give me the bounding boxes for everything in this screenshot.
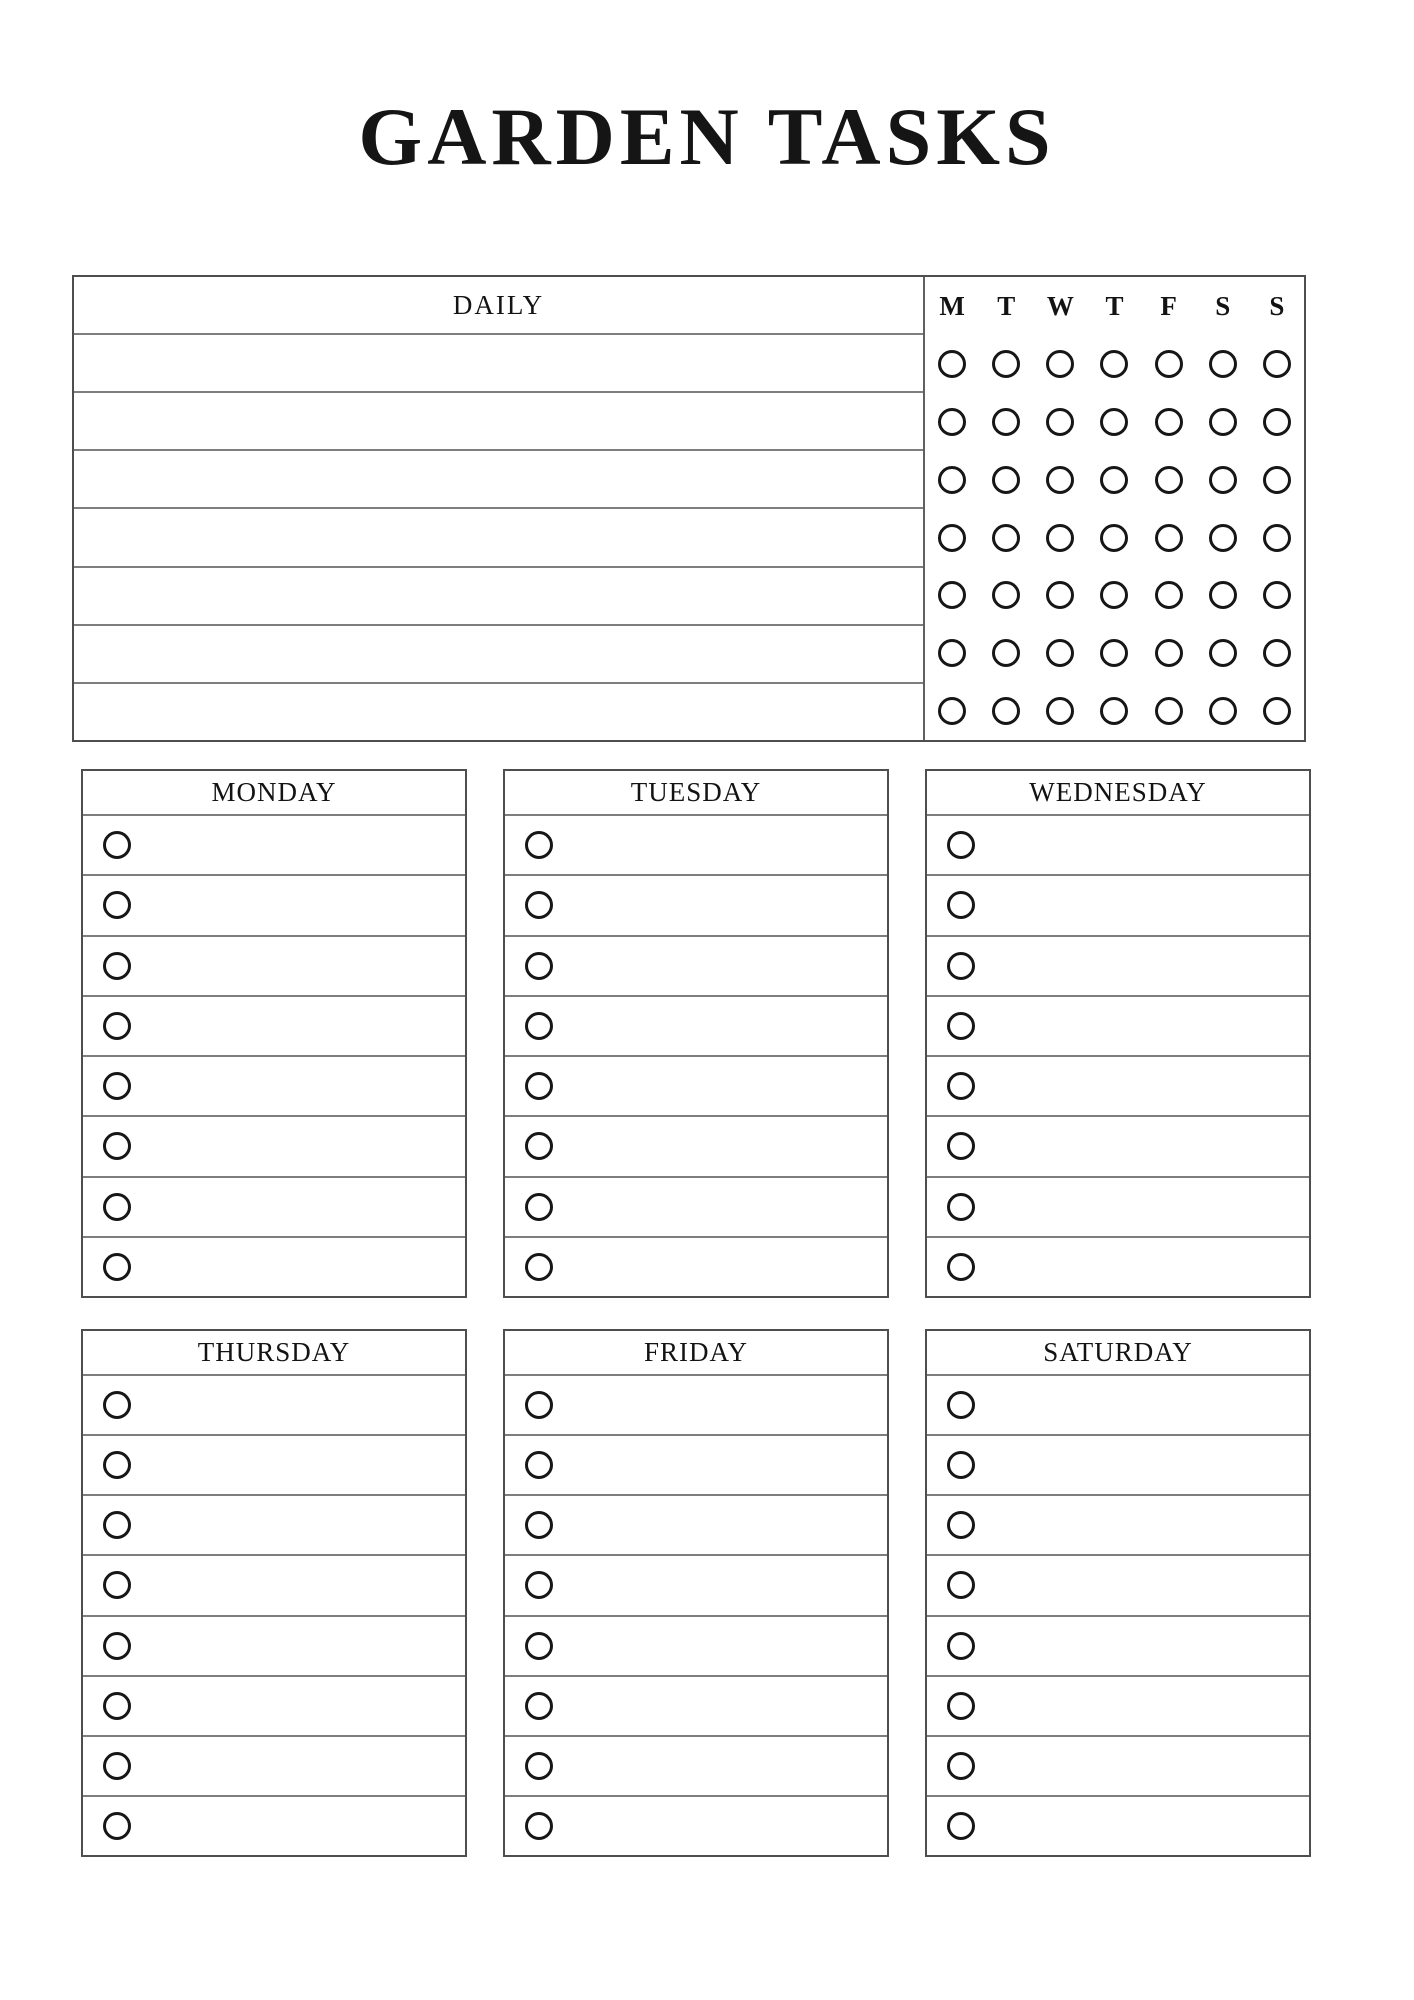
day-letter-header-row (925, 277, 1304, 335)
task-row[interactable] (505, 1238, 887, 1296)
task-row[interactable] (927, 816, 1309, 876)
task-row[interactable] (83, 1677, 465, 1737)
task-check-circle[interactable] (947, 1571, 975, 1599)
task-row[interactable] (83, 1178, 465, 1238)
daily-check-circle[interactable] (1100, 466, 1128, 494)
daily-checkbox-cell (1250, 393, 1304, 451)
daily-check-circle[interactable] (1263, 639, 1291, 667)
daily-check-circle[interactable] (1046, 697, 1074, 725)
task-row[interactable] (83, 1238, 465, 1296)
daily-check-circle[interactable] (1046, 524, 1074, 552)
daily-check-circle[interactable] (992, 639, 1020, 667)
daily-check-circle[interactable] (1263, 581, 1291, 609)
task-check-circle[interactable] (525, 831, 553, 859)
task-check-circle[interactable] (525, 1692, 553, 1720)
daily-checkbox-cell (925, 451, 979, 509)
daily-check-circle[interactable] (992, 466, 1020, 494)
day-letter: F (1160, 290, 1177, 321)
daily-checkbox-row (925, 335, 1304, 393)
task-row[interactable] (927, 1376, 1309, 1436)
daily-check-circle[interactable] (1209, 408, 1237, 436)
task-row[interactable] (83, 937, 465, 997)
daily-check-circle[interactable] (1046, 408, 1074, 436)
task-check-circle[interactable] (103, 952, 131, 980)
task-row[interactable] (83, 997, 465, 1057)
daily-task-rows (74, 335, 923, 740)
task-check-circle[interactable] (525, 1132, 553, 1160)
daily-checkbox-cell (1142, 566, 1196, 624)
task-check-circle[interactable] (947, 1193, 975, 1221)
daily-check-circle[interactable] (1155, 350, 1183, 378)
daily-checkbox-cell (979, 509, 1033, 567)
daily-task-row[interactable] (74, 509, 923, 567)
daily-header: DAILY (74, 277, 923, 335)
daily-checkbox-cell (1142, 509, 1196, 567)
daily-checkbox-cell (1196, 509, 1250, 567)
task-check-circle[interactable] (947, 1253, 975, 1281)
daily-check-circle[interactable] (1155, 581, 1183, 609)
daily-checkbox-cell (1033, 566, 1087, 624)
day-task-rows (505, 1376, 887, 1855)
task-check-circle[interactable] (525, 1072, 553, 1100)
task-check-circle[interactable] (947, 1132, 975, 1160)
day-header: FRIDAY (505, 1331, 887, 1376)
daily-checkbox-cell (925, 566, 979, 624)
task-row[interactable] (927, 1496, 1309, 1556)
daily-checkbox-cell (1033, 335, 1087, 393)
daily-check-circle[interactable] (1046, 581, 1074, 609)
task-check-circle[interactable] (947, 831, 975, 859)
day-task-rows (83, 1376, 465, 1855)
daily-checkbox-cell (1196, 566, 1250, 624)
daily-check-circle[interactable] (1046, 350, 1074, 378)
task-check-circle[interactable] (103, 831, 131, 859)
task-row[interactable] (83, 1617, 465, 1677)
daily-checkbox-cell (1250, 624, 1304, 682)
day-task-rows (83, 816, 465, 1296)
task-check-circle[interactable] (525, 1193, 553, 1221)
day-header: THURSDAY (83, 1331, 465, 1376)
daily-check-circle[interactable] (1100, 581, 1128, 609)
task-check-circle[interactable] (525, 952, 553, 980)
task-check-circle[interactable] (525, 891, 553, 919)
week-section-bottom (81, 1329, 1311, 1857)
task-row[interactable] (83, 1436, 465, 1496)
daily-check-circle[interactable] (1209, 524, 1237, 552)
task-row[interactable] (927, 1797, 1309, 1855)
task-check-circle[interactable] (947, 891, 975, 919)
daily-checkbox-cell (925, 393, 979, 451)
task-check-circle[interactable] (947, 1012, 975, 1040)
task-check-circle[interactable] (947, 1451, 975, 1479)
task-row[interactable] (927, 1737, 1309, 1797)
task-check-circle[interactable] (947, 1072, 975, 1100)
task-row[interactable] (505, 937, 887, 997)
daily-task-row[interactable] (74, 335, 923, 393)
daily-check-circle[interactable] (1263, 524, 1291, 552)
task-row[interactable] (83, 1057, 465, 1117)
task-check-circle[interactable] (947, 1632, 975, 1660)
daily-check-circle[interactable] (1209, 639, 1237, 667)
daily-check-circle[interactable] (1100, 639, 1128, 667)
task-check-circle[interactable] (525, 1632, 553, 1660)
task-row[interactable] (505, 1057, 887, 1117)
task-row[interactable] (83, 1797, 465, 1855)
daily-checkbox-cell (1250, 451, 1304, 509)
daily-checkbox-cell (979, 451, 1033, 509)
task-row[interactable] (83, 1556, 465, 1616)
daily-check-circle[interactable] (992, 697, 1020, 725)
daily-check-circle[interactable] (992, 524, 1020, 552)
day-box-saturday (925, 1329, 1311, 1857)
task-row[interactable] (83, 1496, 465, 1556)
day-letter: S (1269, 290, 1285, 321)
daily-checkbox-cell (1087, 566, 1141, 624)
daily-check-circle[interactable] (1046, 639, 1074, 667)
task-row[interactable] (505, 1617, 887, 1677)
day-letter: T (997, 290, 1016, 321)
daily-check-circle[interactable] (1209, 581, 1237, 609)
day-letter: S (1215, 290, 1231, 321)
daily-checkbox-cell (1033, 509, 1087, 567)
daily-check-circle[interactable] (992, 350, 1020, 378)
task-row[interactable] (505, 997, 887, 1057)
daily-checkbox-cell (979, 624, 1033, 682)
task-row[interactable] (927, 1178, 1309, 1238)
day-task-rows (927, 816, 1309, 1296)
daily-check-circle[interactable] (1155, 524, 1183, 552)
daily-checkbox-cell (1142, 393, 1196, 451)
daily-checkbox-cell (1142, 682, 1196, 740)
task-check-circle[interactable] (947, 1812, 975, 1840)
daily-task-row[interactable] (74, 568, 923, 626)
daily-check-circle[interactable] (1263, 408, 1291, 436)
daily-check-circle[interactable] (938, 524, 966, 552)
daily-checkbox-cell (925, 335, 979, 393)
daily-checkbox-cell (1033, 393, 1087, 451)
daily-checkbox-cell (925, 624, 979, 682)
task-row[interactable] (505, 876, 887, 936)
daily-check-circle[interactable] (1155, 697, 1183, 725)
daily-checkbox-cell (1033, 451, 1087, 509)
task-check-circle[interactable] (103, 1752, 131, 1780)
task-row[interactable] (927, 1436, 1309, 1496)
daily-checkbox-cell (1142, 451, 1196, 509)
daily-check-circle[interactable] (1100, 524, 1128, 552)
daily-checkbox-row (925, 624, 1304, 682)
daily-checkbox-row (925, 393, 1304, 451)
daily-task-row[interactable] (74, 393, 923, 451)
daily-checkbox-cell (925, 509, 979, 567)
task-row[interactable] (505, 816, 887, 876)
task-check-circle[interactable] (525, 1451, 553, 1479)
daily-table (72, 275, 1306, 742)
task-row[interactable] (83, 1376, 465, 1436)
daily-check-circle[interactable] (938, 466, 966, 494)
daily-checkbox-cell (979, 566, 1033, 624)
day-header: WEDNESDAY (927, 771, 1309, 816)
task-row[interactable] (505, 1737, 887, 1797)
daily-check-circle[interactable] (1155, 639, 1183, 667)
task-check-circle[interactable] (103, 1193, 131, 1221)
day-box-monday (81, 769, 467, 1298)
daily-check-circle[interactable] (938, 697, 966, 725)
task-check-circle[interactable] (103, 1632, 131, 1660)
daily-check-circle[interactable] (1263, 466, 1291, 494)
daily-check-circle[interactable] (938, 408, 966, 436)
daily-checkbox-cell (1196, 682, 1250, 740)
task-check-circle[interactable] (103, 1812, 131, 1840)
daily-left-column (74, 277, 925, 740)
daily-checkbox-row (925, 509, 1304, 567)
task-check-circle[interactable] (103, 1511, 131, 1539)
daily-checkbox-row (925, 682, 1304, 740)
daily-checkbox-cell (1250, 509, 1304, 567)
task-check-circle[interactable] (525, 1012, 553, 1040)
daily-check-circle[interactable] (1263, 350, 1291, 378)
daily-task-row[interactable] (74, 684, 923, 740)
task-check-circle[interactable] (947, 1752, 975, 1780)
daily-check-circle[interactable] (938, 581, 966, 609)
daily-check-circle[interactable] (1155, 466, 1183, 494)
task-row[interactable] (927, 1556, 1309, 1616)
task-row[interactable] (505, 1496, 887, 1556)
task-check-circle[interactable] (103, 1072, 131, 1100)
task-row[interactable] (927, 1617, 1309, 1677)
task-row[interactable] (505, 1117, 887, 1177)
daily-check-circle[interactable] (992, 408, 1020, 436)
task-row[interactable] (927, 1238, 1309, 1296)
task-check-circle[interactable] (525, 1752, 553, 1780)
daily-check-circle[interactable] (938, 350, 966, 378)
task-check-circle[interactable] (103, 891, 131, 919)
daily-checkbox-grid (925, 277, 1304, 740)
task-row[interactable] (505, 1178, 887, 1238)
daily-checkbox-cell (1196, 624, 1250, 682)
daily-checkbox-cell (1142, 335, 1196, 393)
task-row[interactable] (83, 1117, 465, 1177)
task-row[interactable] (505, 1797, 887, 1855)
daily-check-circle[interactable] (1209, 466, 1237, 494)
daily-checkbox-cell (979, 393, 1033, 451)
day-box-tuesday (503, 769, 889, 1298)
day-task-rows (505, 816, 887, 1296)
day-header: TUESDAY (505, 771, 887, 816)
day-header: MONDAY (83, 771, 465, 816)
daily-checkbox-cell (979, 335, 1033, 393)
daily-checkbox-cell (1087, 451, 1141, 509)
task-row[interactable] (927, 1057, 1309, 1117)
daily-checkbox-cell (1250, 566, 1304, 624)
daily-checkbox-cell (1087, 509, 1141, 567)
day-box-thursday (81, 1329, 467, 1857)
task-check-circle[interactable] (525, 1511, 553, 1539)
task-check-circle[interactable] (103, 1571, 131, 1599)
task-check-circle[interactable] (103, 1692, 131, 1720)
daily-check-circle[interactable] (1155, 408, 1183, 436)
day-letter: T (1105, 290, 1124, 321)
week-section-top (81, 769, 1311, 1298)
daily-check-circle[interactable] (1100, 408, 1128, 436)
task-check-circle[interactable] (947, 1391, 975, 1419)
daily-checkbox-cell (1142, 624, 1196, 682)
task-check-circle[interactable] (525, 1571, 553, 1599)
task-check-circle[interactable] (947, 1511, 975, 1539)
task-check-circle[interactable] (103, 1012, 131, 1040)
daily-check-circle[interactable] (938, 639, 966, 667)
task-row[interactable] (505, 1556, 887, 1616)
daily-checkbox-rows (925, 335, 1304, 740)
daily-checkbox-cell (1087, 335, 1141, 393)
daily-checkbox-cell (1087, 682, 1141, 740)
task-check-circle[interactable] (103, 1253, 131, 1281)
task-check-circle[interactable] (103, 1132, 131, 1160)
daily-check-circle[interactable] (992, 581, 1020, 609)
daily-checkbox-cell (1033, 682, 1087, 740)
daily-check-circle[interactable] (1209, 350, 1237, 378)
day-header: SATURDAY (927, 1331, 1309, 1376)
day-task-rows (927, 1376, 1309, 1855)
task-check-circle[interactable] (525, 1812, 553, 1840)
day-letter: W (1046, 290, 1074, 321)
daily-check-circle[interactable] (1209, 697, 1237, 725)
daily-checkbox-cell (1196, 451, 1250, 509)
day-box-wednesday (925, 769, 1311, 1298)
task-row[interactable] (505, 1677, 887, 1737)
task-row[interactable] (83, 816, 465, 876)
page-title: GARDEN TASKS (358, 91, 1056, 182)
task-row[interactable] (927, 937, 1309, 997)
task-check-circle[interactable] (947, 952, 975, 980)
daily-check-circle[interactable] (1100, 350, 1128, 378)
task-row[interactable] (927, 1677, 1309, 1737)
daily-checkbox-cell (925, 682, 979, 740)
day-letter: M (939, 290, 965, 321)
daily-checkbox-cell (1196, 393, 1250, 451)
task-check-circle[interactable] (103, 1451, 131, 1479)
daily-checkbox-cell (979, 682, 1033, 740)
task-row[interactable] (83, 1737, 465, 1797)
daily-check-circle[interactable] (1046, 466, 1074, 494)
daily-checkbox-cell (1250, 335, 1304, 393)
task-row[interactable] (927, 997, 1309, 1057)
daily-checkbox-cell (1087, 624, 1141, 682)
daily-checkbox-cell (1087, 393, 1141, 451)
daily-checkbox-cell (1196, 335, 1250, 393)
task-row[interactable] (505, 1376, 887, 1436)
daily-task-row[interactable] (74, 451, 923, 509)
task-check-circle[interactable] (947, 1692, 975, 1720)
task-check-circle[interactable] (525, 1253, 553, 1281)
daily-checkbox-row (925, 451, 1304, 509)
day-box-friday (503, 1329, 889, 1857)
task-row[interactable] (83, 876, 465, 936)
daily-check-circle[interactable] (1263, 697, 1291, 725)
task-row[interactable] (927, 876, 1309, 936)
task-row[interactable] (927, 1117, 1309, 1177)
task-check-circle[interactable] (103, 1391, 131, 1419)
task-check-circle[interactable] (525, 1391, 553, 1419)
task-row[interactable] (505, 1436, 887, 1496)
daily-task-row[interactable] (74, 626, 923, 684)
daily-check-circle[interactable] (1100, 697, 1128, 725)
daily-checkbox-row (925, 566, 1304, 624)
daily-checkbox-cell (1250, 682, 1304, 740)
daily-checkbox-cell (1033, 624, 1087, 682)
